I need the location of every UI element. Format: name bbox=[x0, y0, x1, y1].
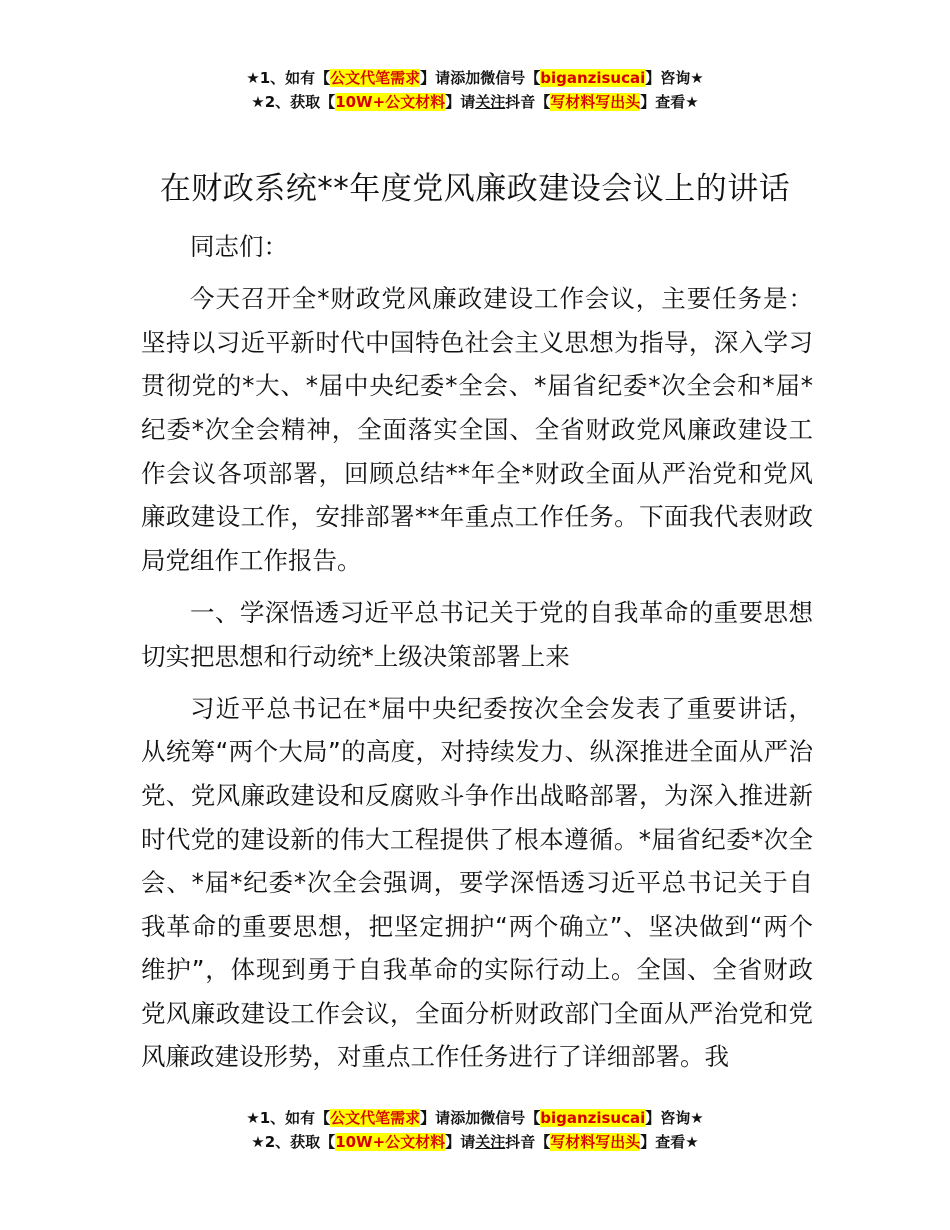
document-title: 在财政系统**年度党风廉政建设会议上的讲话 bbox=[159, 171, 791, 207]
paragraph: 习近平总书记在*届中央纪委按次全会发表了重要讲话，从统筹“两个大局”的高度，对持续发力、纵深推进全面从严治党、党风廉政建设和反腐败斗争作出战略部署，为深入推进新时代党的建设新的伟大工程提供了根本遵循。*届省纪委*次全会、*届*纪委*次全会强调，要学深悟透习近平总书记关于自我革命的重要思想，把坚定拥护“两个确立”、坚决做到“两个维护”，体现到勇于自我革命的实际行动上。全国、全省财政党风廉政建设工作会议，全面分析财政部门全面从严治党和党风廉政建设形势，对重点工作任务进行了详细部署。我 bbox=[141, 693, 813, 1072]
banner-line-1: ★1、如有【公文代笔需求】请添加微信号【biganzisucai】咨询★ bbox=[246, 69, 704, 87]
highlight-wechat-id: biganzisucai bbox=[540, 69, 646, 87]
banner-line-2: ★2、获取【10W+公文材料】请关注抖音【写材料写出头】查看★ bbox=[251, 1133, 699, 1151]
banner-line-1: ★1、如有【公文代笔需求】请添加微信号【biganzisucai】咨询★ bbox=[246, 1109, 704, 1127]
footer-banner bbox=[0, 1106, 950, 1154]
banner-line-2: ★2、获取【10W+公文材料】请关注抖音【写材料写出头】查看★ bbox=[251, 93, 699, 111]
highlight-douyin: 写材料写出头 bbox=[550, 1133, 641, 1151]
section-heading: 一、学深悟透习近平总书记关于党的自我革命的重要思想切实把思想和行动统*上级决策部署上来 bbox=[141, 597, 813, 671]
salutation: 同志们： bbox=[190, 232, 288, 261]
highlight-wechat-id: biganzisucai bbox=[540, 1109, 646, 1127]
header-banner bbox=[0, 66, 950, 114]
paragraph: 今天召开全*财政党风廉政建设工作会议，主要任务是：坚持以习近平新时代中国特色社会主义思想为指导，深入学习贯彻党的*大、*届中央纪委*全会、*届省纪委*次全会和*届*纪委*次全会精神，全面落实全国、全省财政党风廉政建设工作会议各项部署，回顾总结**年全*财政全面从严治党和党风廉政建设工作，安排部署**年重点工作任务。下面我代表财政局党组作工作报告。 bbox=[141, 284, 813, 575]
highlight-materials: 10W+公文材料 bbox=[335, 1133, 446, 1151]
highlight-service: 公文代笔需求 bbox=[330, 69, 421, 87]
highlight-douyin: 写材料写出头 bbox=[550, 93, 641, 111]
document-body bbox=[141, 225, 813, 1088]
highlight-service: 公文代笔需求 bbox=[330, 1109, 421, 1127]
highlight-materials: 10W+公文材料 bbox=[335, 93, 446, 111]
